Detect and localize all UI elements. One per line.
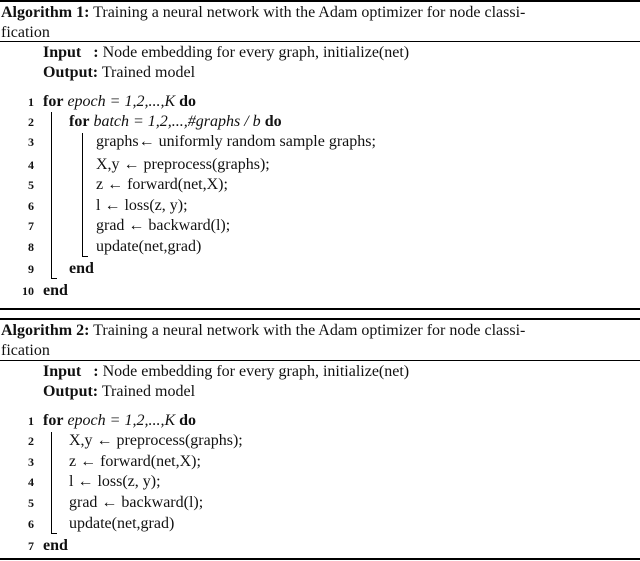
output-text: Trained model	[101, 383, 196, 400]
code-line-1	[43, 411, 196, 431]
inner-block-hook	[82, 256, 88, 257]
line-number: 4	[28, 158, 34, 172]
caption-text-cont: fication	[1, 342, 50, 359]
keyword-do: do	[264, 113, 282, 130]
keyword-for: for	[43, 412, 64, 429]
code-line-1	[43, 92, 196, 112]
caption-text-cont: fication	[1, 24, 50, 41]
line-number: 2	[28, 115, 34, 129]
line-number: 6	[28, 199, 34, 213]
caption-text: Training a neural network with the Adam optimizer for node classi-	[93, 4, 526, 21]
code-line-2	[69, 112, 282, 132]
output-label: Output:	[43, 64, 99, 81]
top-rule	[0, 318, 640, 320]
algorithm-2	[0, 318, 640, 561]
input-sep: :	[93, 44, 99, 61]
bottom-rule	[0, 308, 640, 310]
caption-rule	[0, 360, 640, 361]
caption-text: Training a neural network with the Adam optimizer for node classi-	[93, 322, 526, 339]
input-line	[43, 362, 409, 382]
code-line-5: grad ← backward(l);	[69, 494, 204, 511]
bottom-rule	[0, 558, 640, 560]
output-text: Trained model	[101, 64, 196, 81]
input-label: Input	[43, 44, 82, 61]
output-label: Output:	[43, 383, 99, 400]
code-line-3: graphs← uniformly random sample graphs;	[96, 133, 376, 150]
output-line	[43, 382, 195, 402]
code-line-7: grad ← backward(l);	[96, 217, 231, 234]
algorithm-label: Algorithm 2:	[1, 322, 90, 339]
outer-block-hook	[51, 278, 57, 279]
top-rule	[0, 0, 640, 2]
keyword-do: do	[179, 412, 197, 429]
code-line-4: X,y ← preprocess(graphs);	[96, 156, 270, 173]
line-number: 1	[28, 95, 34, 109]
line-number: 7	[28, 539, 34, 553]
line-number: 2	[28, 434, 34, 448]
code-line-7: end	[43, 537, 68, 554]
algorithm-caption	[1, 321, 633, 361]
line-number: 10	[22, 284, 34, 298]
output-line	[43, 63, 195, 83]
line-number: 1	[28, 414, 34, 428]
outer-block-bar	[51, 112, 52, 279]
line-number: 9	[28, 262, 34, 276]
algorithm-label: Algorithm 1:	[1, 4, 90, 21]
code-line-2: X,y ← preprocess(graphs);	[69, 432, 243, 449]
line-number: 7	[28, 219, 34, 233]
line-number: 3	[28, 455, 34, 469]
code-line-8: update(net,grad)	[96, 238, 202, 255]
line-number: 5	[28, 178, 34, 192]
line-number: 8	[28, 240, 34, 254]
keyword-for: for	[43, 93, 64, 110]
input-text: Node embedding for every graph, initialize(net)	[102, 363, 410, 380]
code-line-3: z ← forward(net,X);	[69, 453, 201, 470]
code-line-9: end	[69, 260, 94, 277]
code-line-6: l ← loss(z, y);	[96, 197, 188, 214]
keyword-for: for	[69, 113, 90, 130]
line-number: 5	[28, 496, 34, 510]
line-number: 4	[28, 475, 34, 489]
loop-expression: epoch = 1,2,...,K	[67, 412, 176, 429]
input-label: Input	[43, 363, 82, 380]
keyword-do: do	[179, 93, 197, 110]
inner-block-bar	[82, 133, 83, 257]
loop-expression: batch = 1,2,...,#graphs / b	[93, 113, 261, 130]
code-line-4: l ← loss(z, y);	[69, 473, 161, 490]
outer-block-hook	[51, 533, 57, 534]
caption-rule	[0, 41, 640, 42]
code-line-10: end	[43, 282, 68, 299]
line-number: 3	[28, 135, 34, 149]
code-line-6: update(net,grad)	[69, 515, 175, 532]
algorithm-caption	[1, 3, 633, 43]
input-text: Node embedding for every graph, initialize(net)	[102, 44, 410, 61]
outer-block-bar	[51, 432, 52, 534]
code-line-5: z ← forward(net,X);	[96, 176, 228, 193]
line-number: 6	[28, 517, 34, 531]
input-line	[43, 43, 409, 63]
loop-expression: epoch = 1,2,...,K	[67, 93, 176, 110]
input-sep: :	[93, 363, 99, 380]
